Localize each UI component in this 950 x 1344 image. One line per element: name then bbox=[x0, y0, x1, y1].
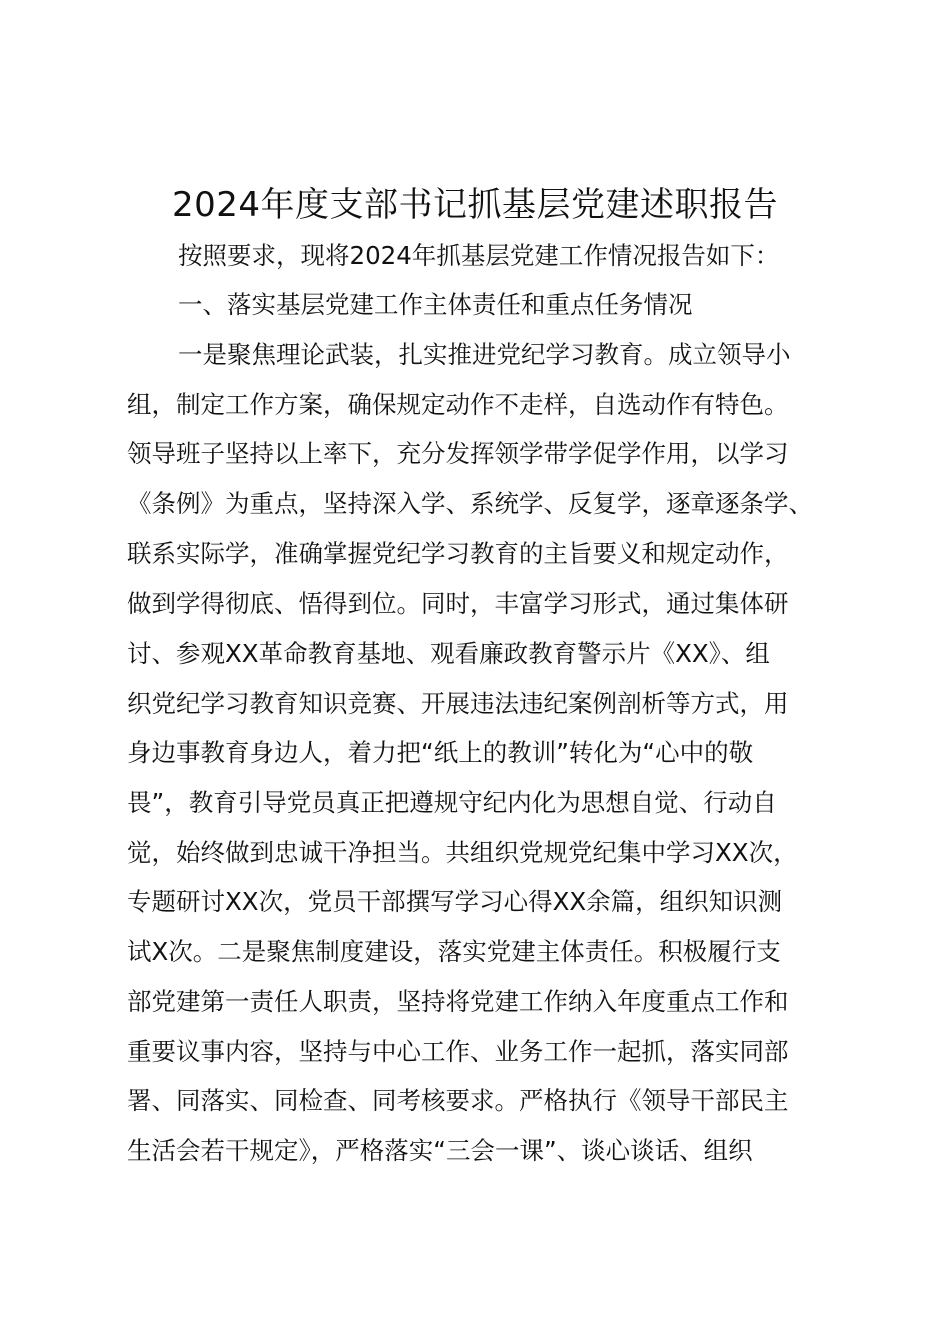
body-line: 做到学得彻底、悟得到位。同时，丰富学习形式，通过集体研 bbox=[127, 589, 789, 618]
body-line: 专题研讨XX次，党员干部撰写学习心得XX余篇，组织知识测 bbox=[127, 887, 783, 916]
section-heading: 一、落实基层党建工作主体责任和重点任务情况 bbox=[178, 290, 693, 319]
body-line: 讨、参观XX革命教育基地、观看廉政教育警示片《XX》、组 bbox=[127, 639, 770, 668]
document-title: 2024年度支部书记抓基层党建述职报告 bbox=[171, 185, 779, 225]
body-line: 织党纪学习教育知识竞赛、开展违法违纪案例剖析等方式，用 bbox=[127, 689, 789, 718]
body-line: 身边事教育身边人，着力把“纸上的教训”转化为“心中的敬 bbox=[127, 738, 754, 767]
body-line: 重要议事内容，坚持与中心工作、业务工作一起抓，落实同部 bbox=[127, 1037, 789, 1066]
body-line: 畏”，教育引导党员真正把遵规守纪内化为思想自觉、行动自 bbox=[127, 788, 777, 817]
body-line: 《条例》为重点，坚持深入学、系统学、反复学，逐章逐条学、 bbox=[127, 489, 813, 518]
body-line: 生活会若干规定》，严格落实“三会一课”、谈心谈话、组织 bbox=[127, 1136, 753, 1165]
body-line: 部党建第一责任人职责，坚持将党建工作纳入年度重点工作和 bbox=[127, 987, 789, 1016]
body-line: 组，制定工作方案，确保规定动作不走样，自选动作有特色。 bbox=[127, 390, 789, 419]
body-line: 联系实际学，准确掌握党纪学习教育的主旨要义和规定动作， bbox=[127, 539, 789, 568]
intro-paragraph: 按照要求，现将2024年抓基层党建工作情况报告如下： bbox=[178, 241, 780, 270]
body-line: 署、同落实、同检查、同考核要求。严格执行《领导干部民主 bbox=[127, 1086, 789, 1115]
body-line: 试X次。二是聚焦制度建设，落实党建主体责任。积极履行支 bbox=[127, 937, 781, 966]
body-line: 一是聚焦理论武装，扎实推进党纪学习教育。成立领导小 bbox=[178, 340, 791, 369]
body-line: 领导班子坚持以上率下，充分发挥领学带学促学作用，以学习 bbox=[127, 439, 789, 468]
body-line: 觉，始终做到忠诚干净担当。共组织党规党纪集中学习XX次， bbox=[127, 838, 798, 867]
